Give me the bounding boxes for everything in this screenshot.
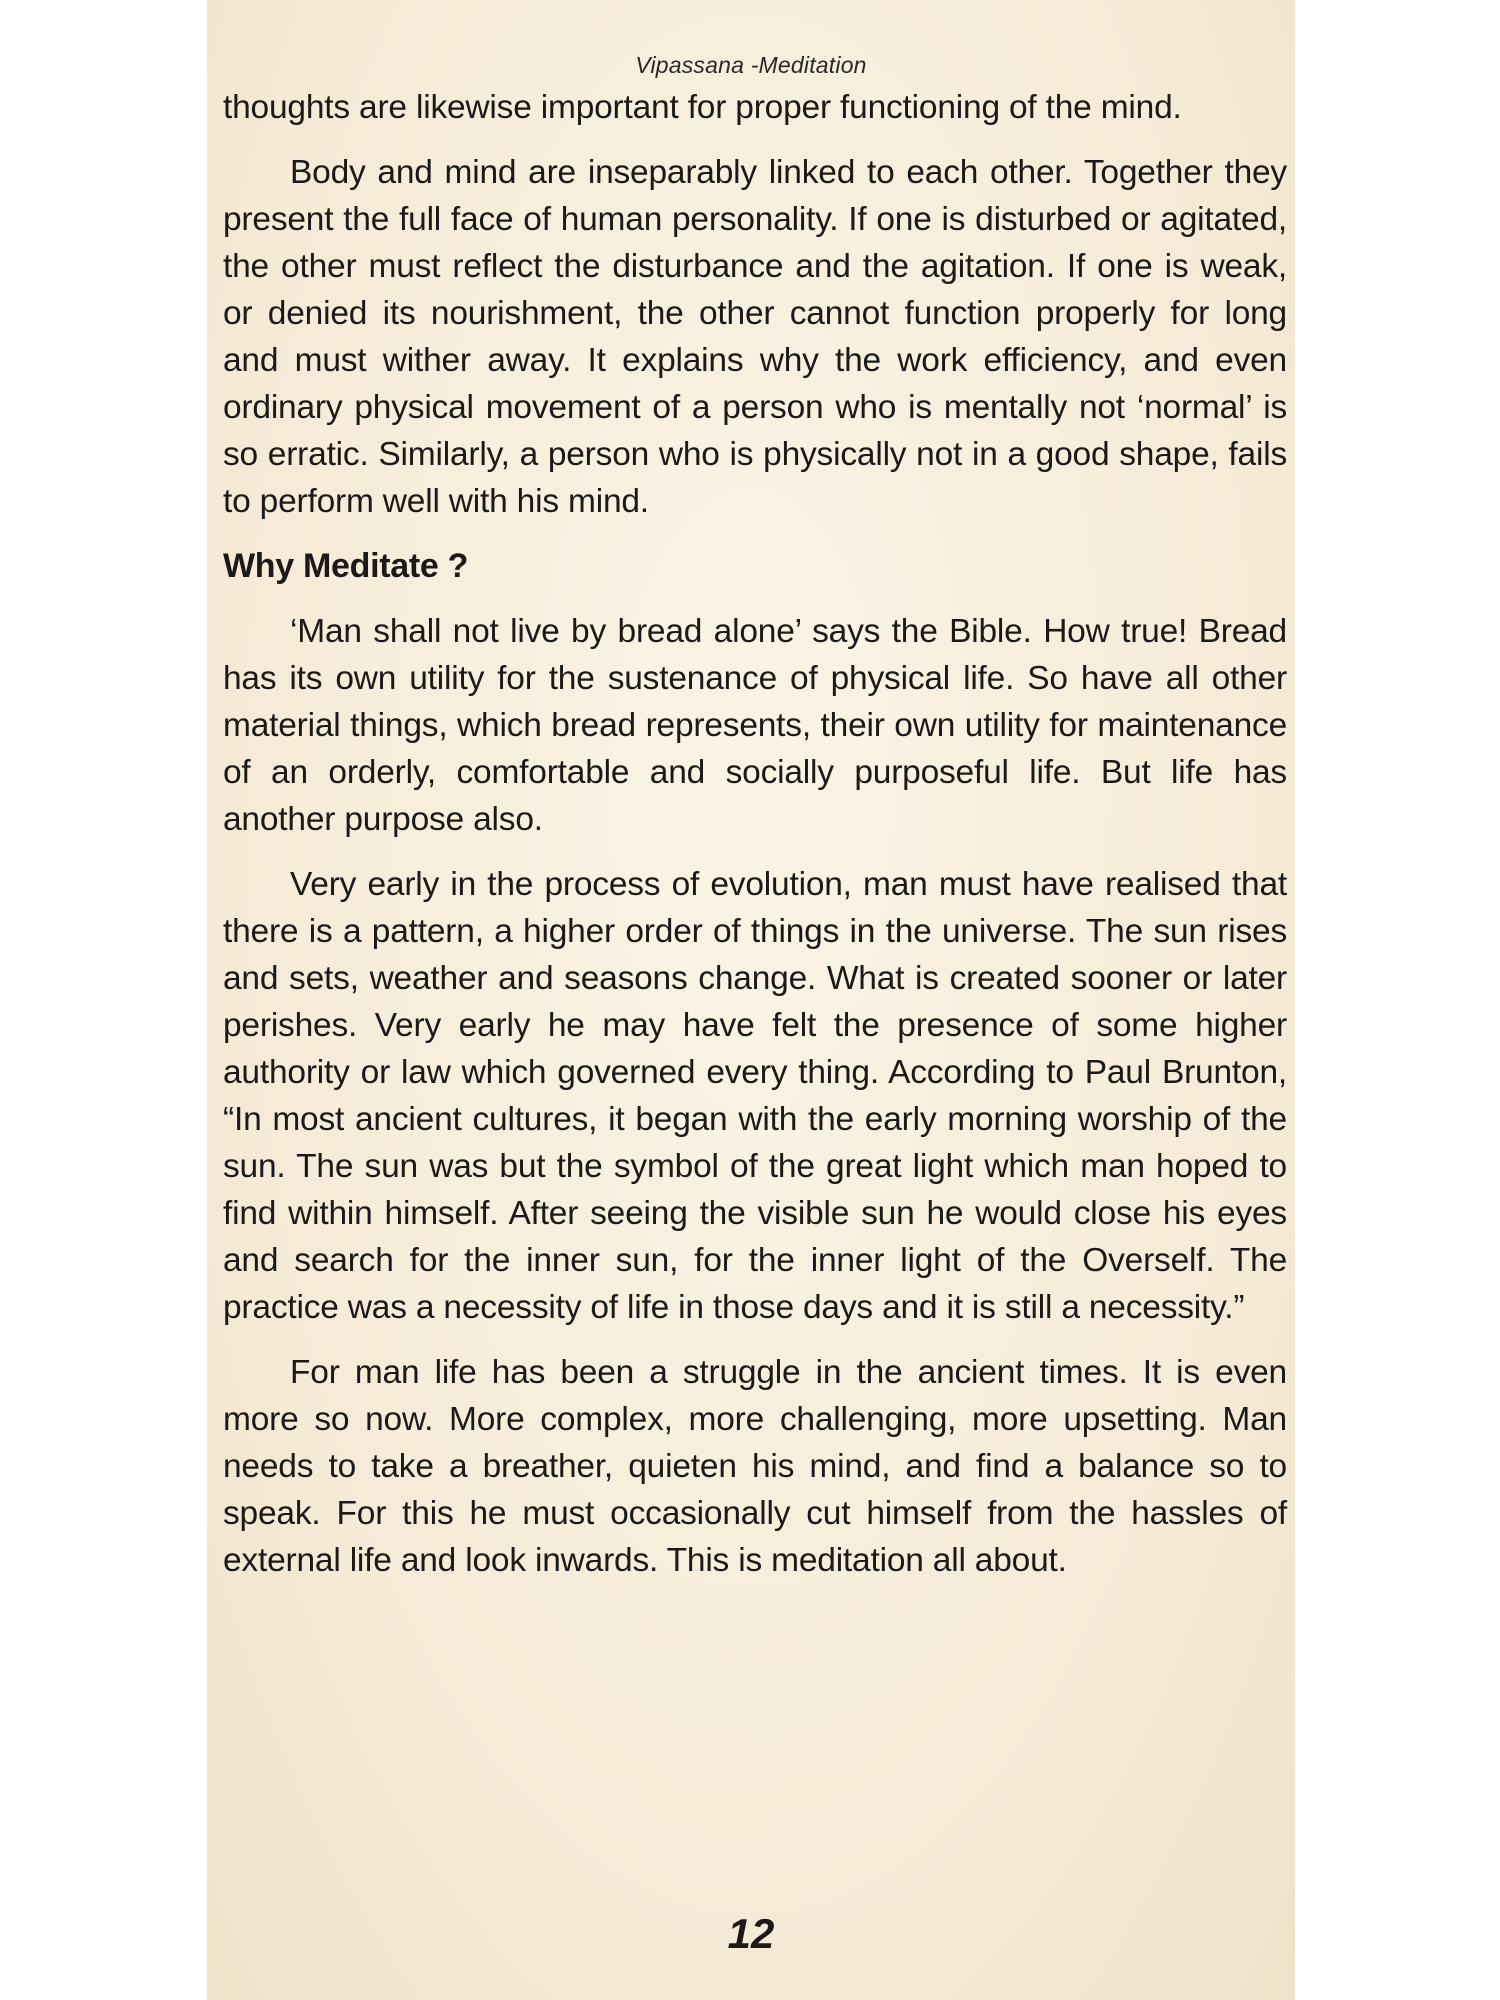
paragraph-evolution: Very early in the process of evolution, man must have realised that there is a pattern, a higher order of things in the universe. The sun rises and sets, weather and seasons change. What is created sooner or later perishes. Very early he may have felt the presence of some higher authority or law which governed every thing. According to Paul Brunton, “In most ancient cultures, it began with the early morning worship of the sun. The sun was but the symbol of the great light which man hoped to find within himself. After seeing the visible sun he would close his eyes and search for the inner sun, for the inner light of the Overself. The practice was a necessity of life in those days and it is still a necessity.” [223,866,1287,1326]
page-number: 12 [727,1910,775,1957]
running-head: Vipassana -Meditation [635,52,867,78]
paragraph-bread: ‘Man shall not live by bread alone’ says the Bible. How true! Bread has its own utility for the sustenance of physical life. So have all other material things, which bread represents, their own utility for maintenance of an orderly, comfortable and socially purposeful life. But life has another purpose also. [223,613,1287,838]
paragraph-body-mind: Body and mind are inseparably linked to each other. Together they present the full face of human personality. If one is disturbed or agitated, the other must reflect the disturbance and the agitation. If one is weak, or denied its nourishment, the other cannot function properly for long and must wither away. It explains why the work efficiency, and even ordinary physical movement of a person who is mentally not ‘normal’ is so erratic. Similarly, a person who is physically not in a good shape, fails to perform well with his mind. [223,154,1287,520]
book-page [207,0,1295,2000]
paragraph-continuation: thoughts are likewise important for proper functioning of the mind. [223,89,1182,126]
paragraph-struggle: For man life has been a struggle in the ancient times. It is even more so now. More complex, more challenging, more upsetting. Man needs to take a breather, quieten his mind, and find a balance so to speak. For this he must occasionally cut himself from the hassles of external life and look inwards. This is meditation all about. [223,1354,1287,1579]
page-body [223,84,1287,1602]
section-heading: Why Meditate ? [223,547,469,585]
